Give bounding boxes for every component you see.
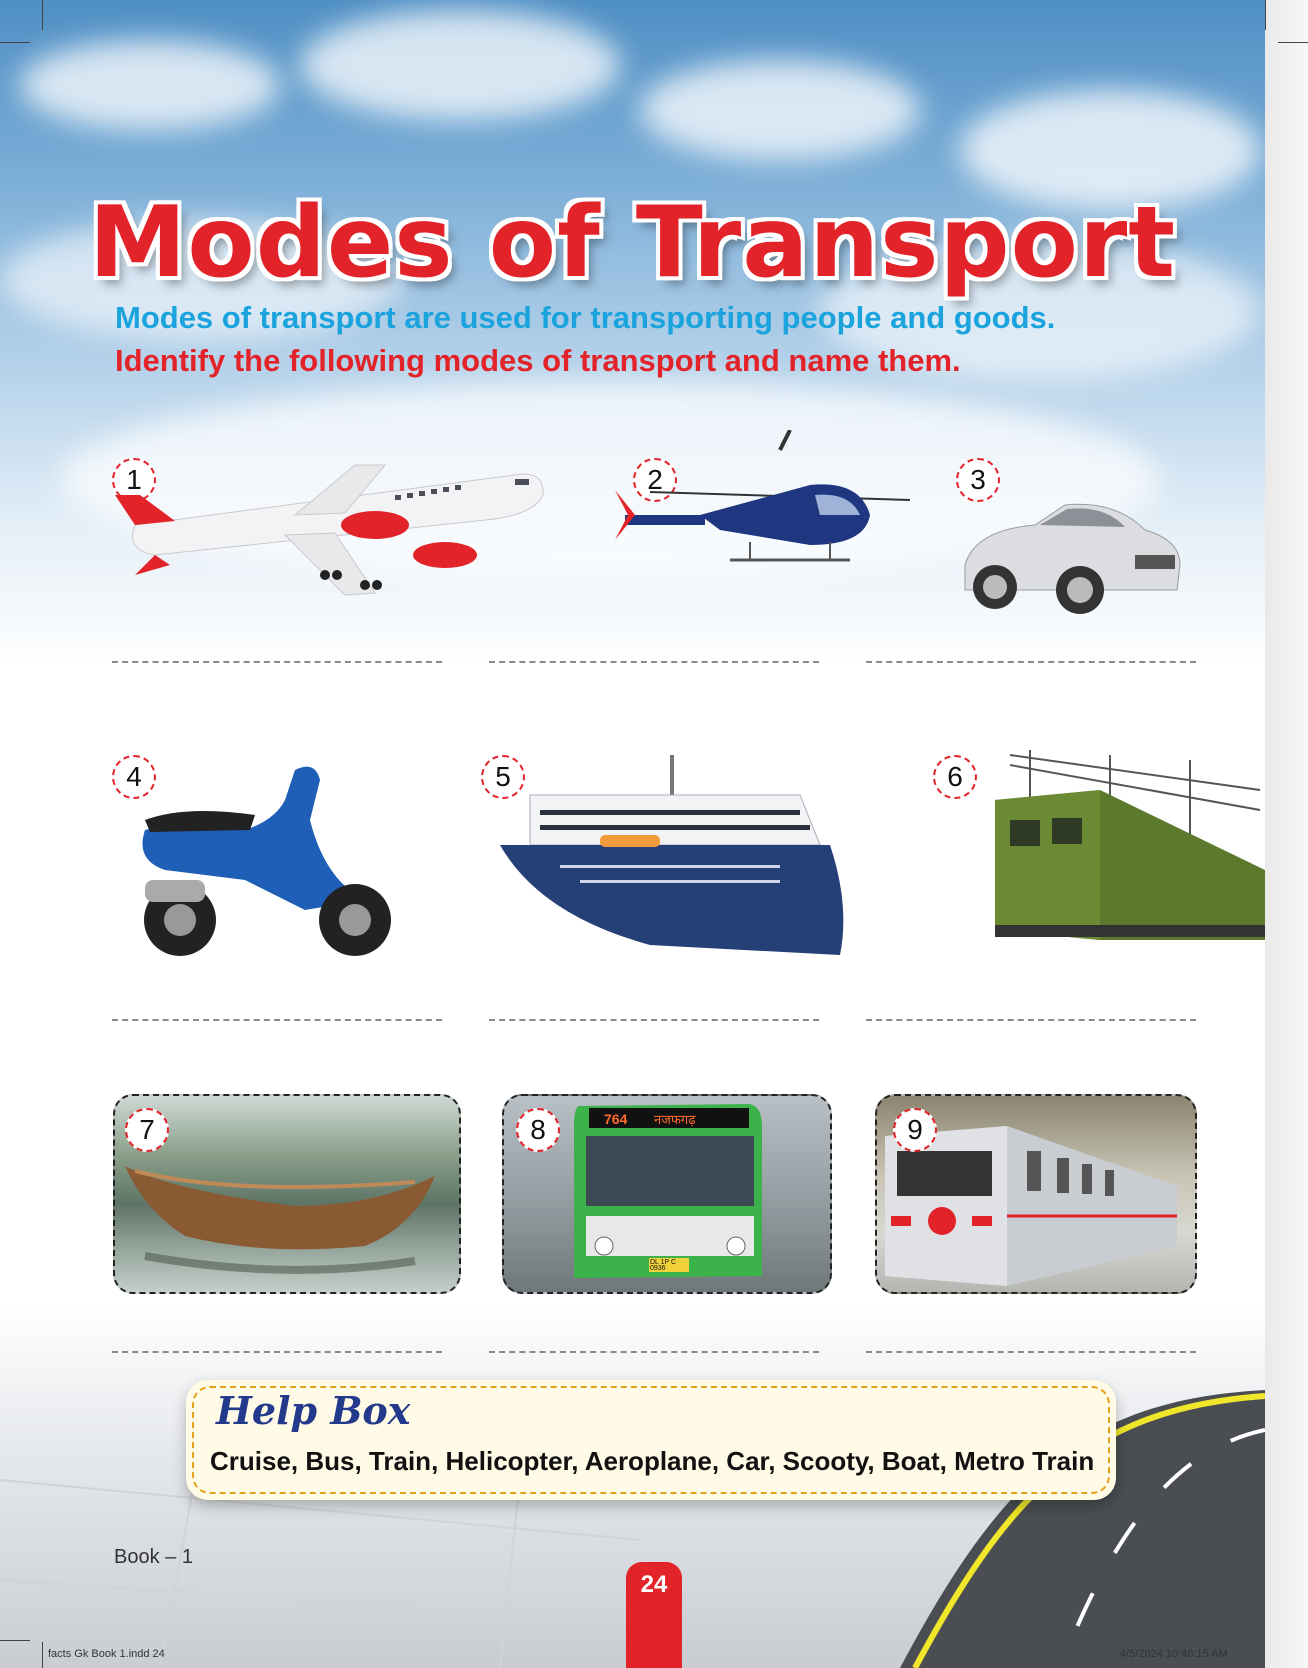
train-image [990,750,1265,950]
answer-line-6[interactable] [866,1019,1196,1021]
page-edge [1265,0,1308,1668]
slug-timestamp: 4/5/2024 10:46:15 AM [1120,1648,1228,1660]
crop-mark [0,1640,30,1641]
answer-line-2[interactable] [489,661,819,663]
cloud [300,10,620,120]
crop-mark [42,0,43,30]
answer-line-3[interactable] [866,661,1196,663]
item-number-9: 9 [893,1108,937,1152]
answer-line-1[interactable] [112,661,442,663]
instructions [115,296,1165,382]
help-box-title: Help Box [216,1388,411,1433]
aeroplane-image [115,455,545,605]
crop-mark [0,42,30,43]
item-number-2: 2 [633,458,677,502]
bus-photo [502,1094,832,1294]
bus-destination: नजफगढ़ [654,1113,696,1128]
answer-line-5[interactable] [489,1019,819,1021]
item-number-5: 5 [481,755,525,799]
answer-line-4[interactable] [112,1019,442,1021]
item-number-4: 4 [112,755,156,799]
scooty-image [125,760,405,960]
page-number: 24 [626,1562,682,1668]
crop-mark [1278,42,1308,43]
boat-photo [113,1094,461,1294]
book-label: Book – 1 [114,1546,193,1568]
item-number-8: 8 [516,1108,560,1152]
help-box [186,1380,1116,1500]
answer-line-9[interactable] [866,1351,1196,1353]
crop-mark [42,1642,43,1668]
item-number-3: 3 [956,458,1000,502]
item-number-6: 6 [933,755,977,799]
slug-file-info: facts Gk Book 1.indd 24 [48,1648,165,1660]
item-number-1: 1 [112,458,156,502]
intro-line-2: Identify the following modes of transport and name them. [115,343,961,378]
cruise-ship-image [500,755,860,960]
helicopter-image [610,430,910,580]
bus-plate: DL 1P C 0936 [650,1259,677,1272]
car-image [955,495,1185,615]
cloud [640,60,920,160]
item-number-7: 7 [125,1108,169,1152]
metro-train-photo [875,1094,1197,1294]
cloud [20,40,280,130]
bus-route-number: 764 [604,1111,628,1127]
answer-line-8[interactable] [489,1351,819,1353]
help-box-words: Cruise, Bus, Train, Helicopter, Aeroplane, Car, Scooty, Boat, Metro Train [210,1446,1095,1476]
answer-line-7[interactable] [112,1351,442,1353]
crop-mark [1265,0,1266,30]
intro-line-1: Modes of transport are used for transporting people and goods. [115,300,1056,335]
page-title: Modes of Transport [88,185,1177,300]
